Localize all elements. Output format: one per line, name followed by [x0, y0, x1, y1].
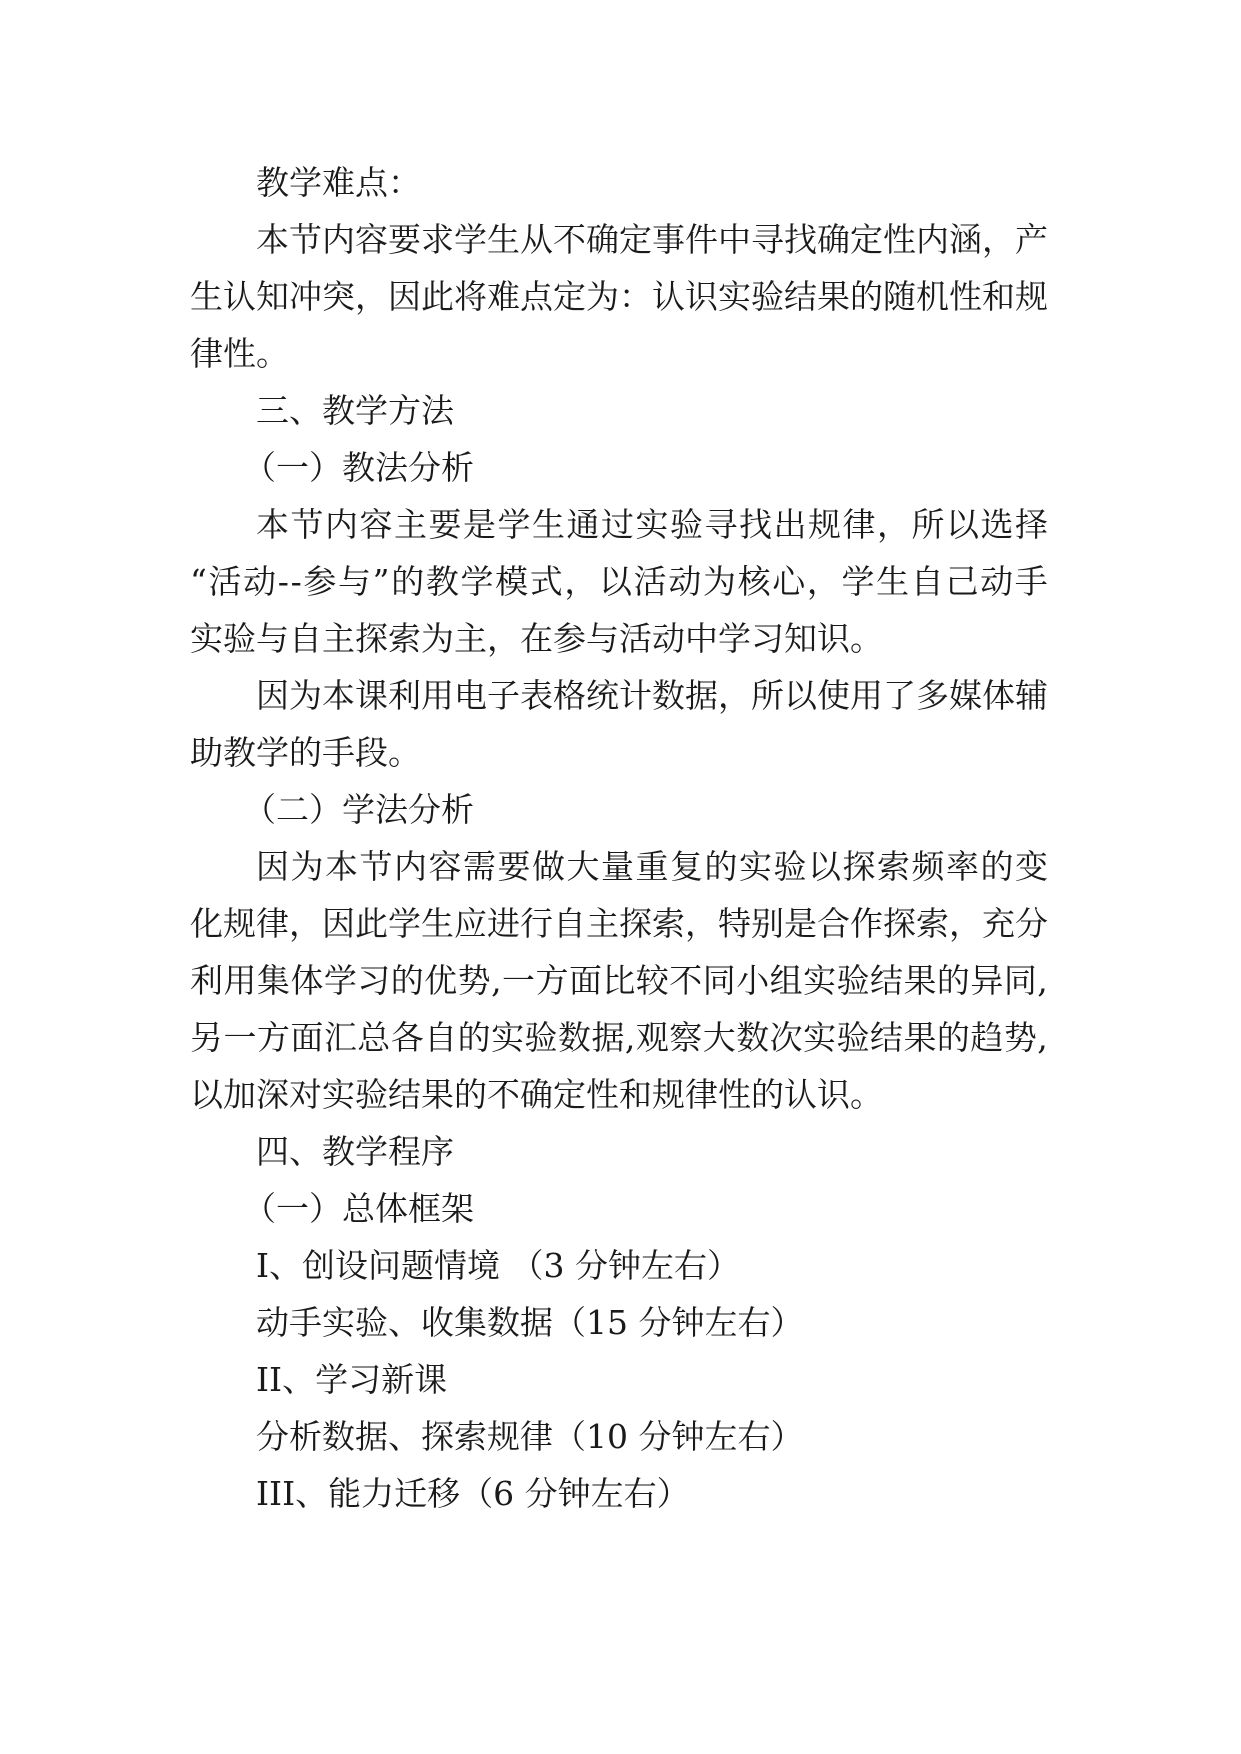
framework-item-1-detail: 动手实验、收集数据（15 分钟左右）	[256, 1303, 804, 1342]
framework-item-2-detail: 分析数据、探索规律（10 分钟左右）	[256, 1417, 804, 1456]
line-body: 助教学的手段。	[190, 733, 421, 772]
framework-item-3: III、能力迁移（6 分钟左右）	[256, 1474, 690, 1513]
subsection-heading-teaching: （一）教法分析	[243, 448, 474, 487]
line-body: 实验与自主探索为主，在参与活动中学习知识。	[190, 619, 883, 658]
line-body: 本 节 内 容 要 求 学 生 从 不 确 定 事 件 中 寻 找 确 定 性 内 涵 ， 产	[256, 220, 1048, 259]
line-body: 化 规 律 ， 因 此 学 生 应 进 行 自 主 探 索 ， 特 别 是 合 作 探 索 ， 充 分	[190, 904, 1048, 943]
line-body: 因 为 本 课 利 用 电 子 表 格 统 计 数 据 ， 所 以 使 用 了 多 媒 体 辅	[256, 676, 1048, 715]
line-body: 生 认 知 冲 突 ， 因 此 将 难 点 定 为 ： 认 识 实 验 结 果 的 随 机 性 和 规	[190, 277, 1048, 316]
line-body: 利 用 集 体 学 习 的 优 势 , 一 方 面 比 较 不 同 小 组 实 验 结 果 的 异 同 ,	[190, 961, 1048, 1000]
line-body: “ 活 动 - - 参 与 ” 的 教 学 模 式 ， 以 活 动 为 核 心 ， 学 生 自 己 动 手	[190, 562, 1048, 601]
framework-item-2: II、学习新课	[256, 1360, 448, 1399]
subsection-heading-learning: （二）学法分析	[243, 790, 474, 829]
section-heading-procedure: 四、教学程序	[256, 1132, 454, 1171]
line-body: 律性。	[190, 334, 289, 373]
framework-item-1: I、创设问题情境 （3 分钟左右）	[256, 1246, 741, 1285]
section-heading-method: 三、教学方法	[256, 391, 454, 430]
line-heading-difficulty: 教学难点：	[256, 163, 421, 202]
line-body: 因 为 本 节 内 容 需 要 做 大 量 重 复 的 实 验 以 探 索 频 率 的 变	[256, 847, 1048, 886]
line-body: 另 一 方 面 汇 总 各 自 的 实 验 数 据 , 观 察 大 数 次 实 验 结 果 的 趋 势 ,	[190, 1018, 1048, 1057]
line-body: 本 节 内 容 主 要 是 学 生 通 过 实 验 寻 找 出 规 律 ， 所 以 选 择	[256, 505, 1048, 544]
line-body: 以加深对实验结果的不确定性和规律性的认识。	[190, 1075, 883, 1114]
subsection-heading-framework: （一）总体框架	[243, 1189, 474, 1228]
